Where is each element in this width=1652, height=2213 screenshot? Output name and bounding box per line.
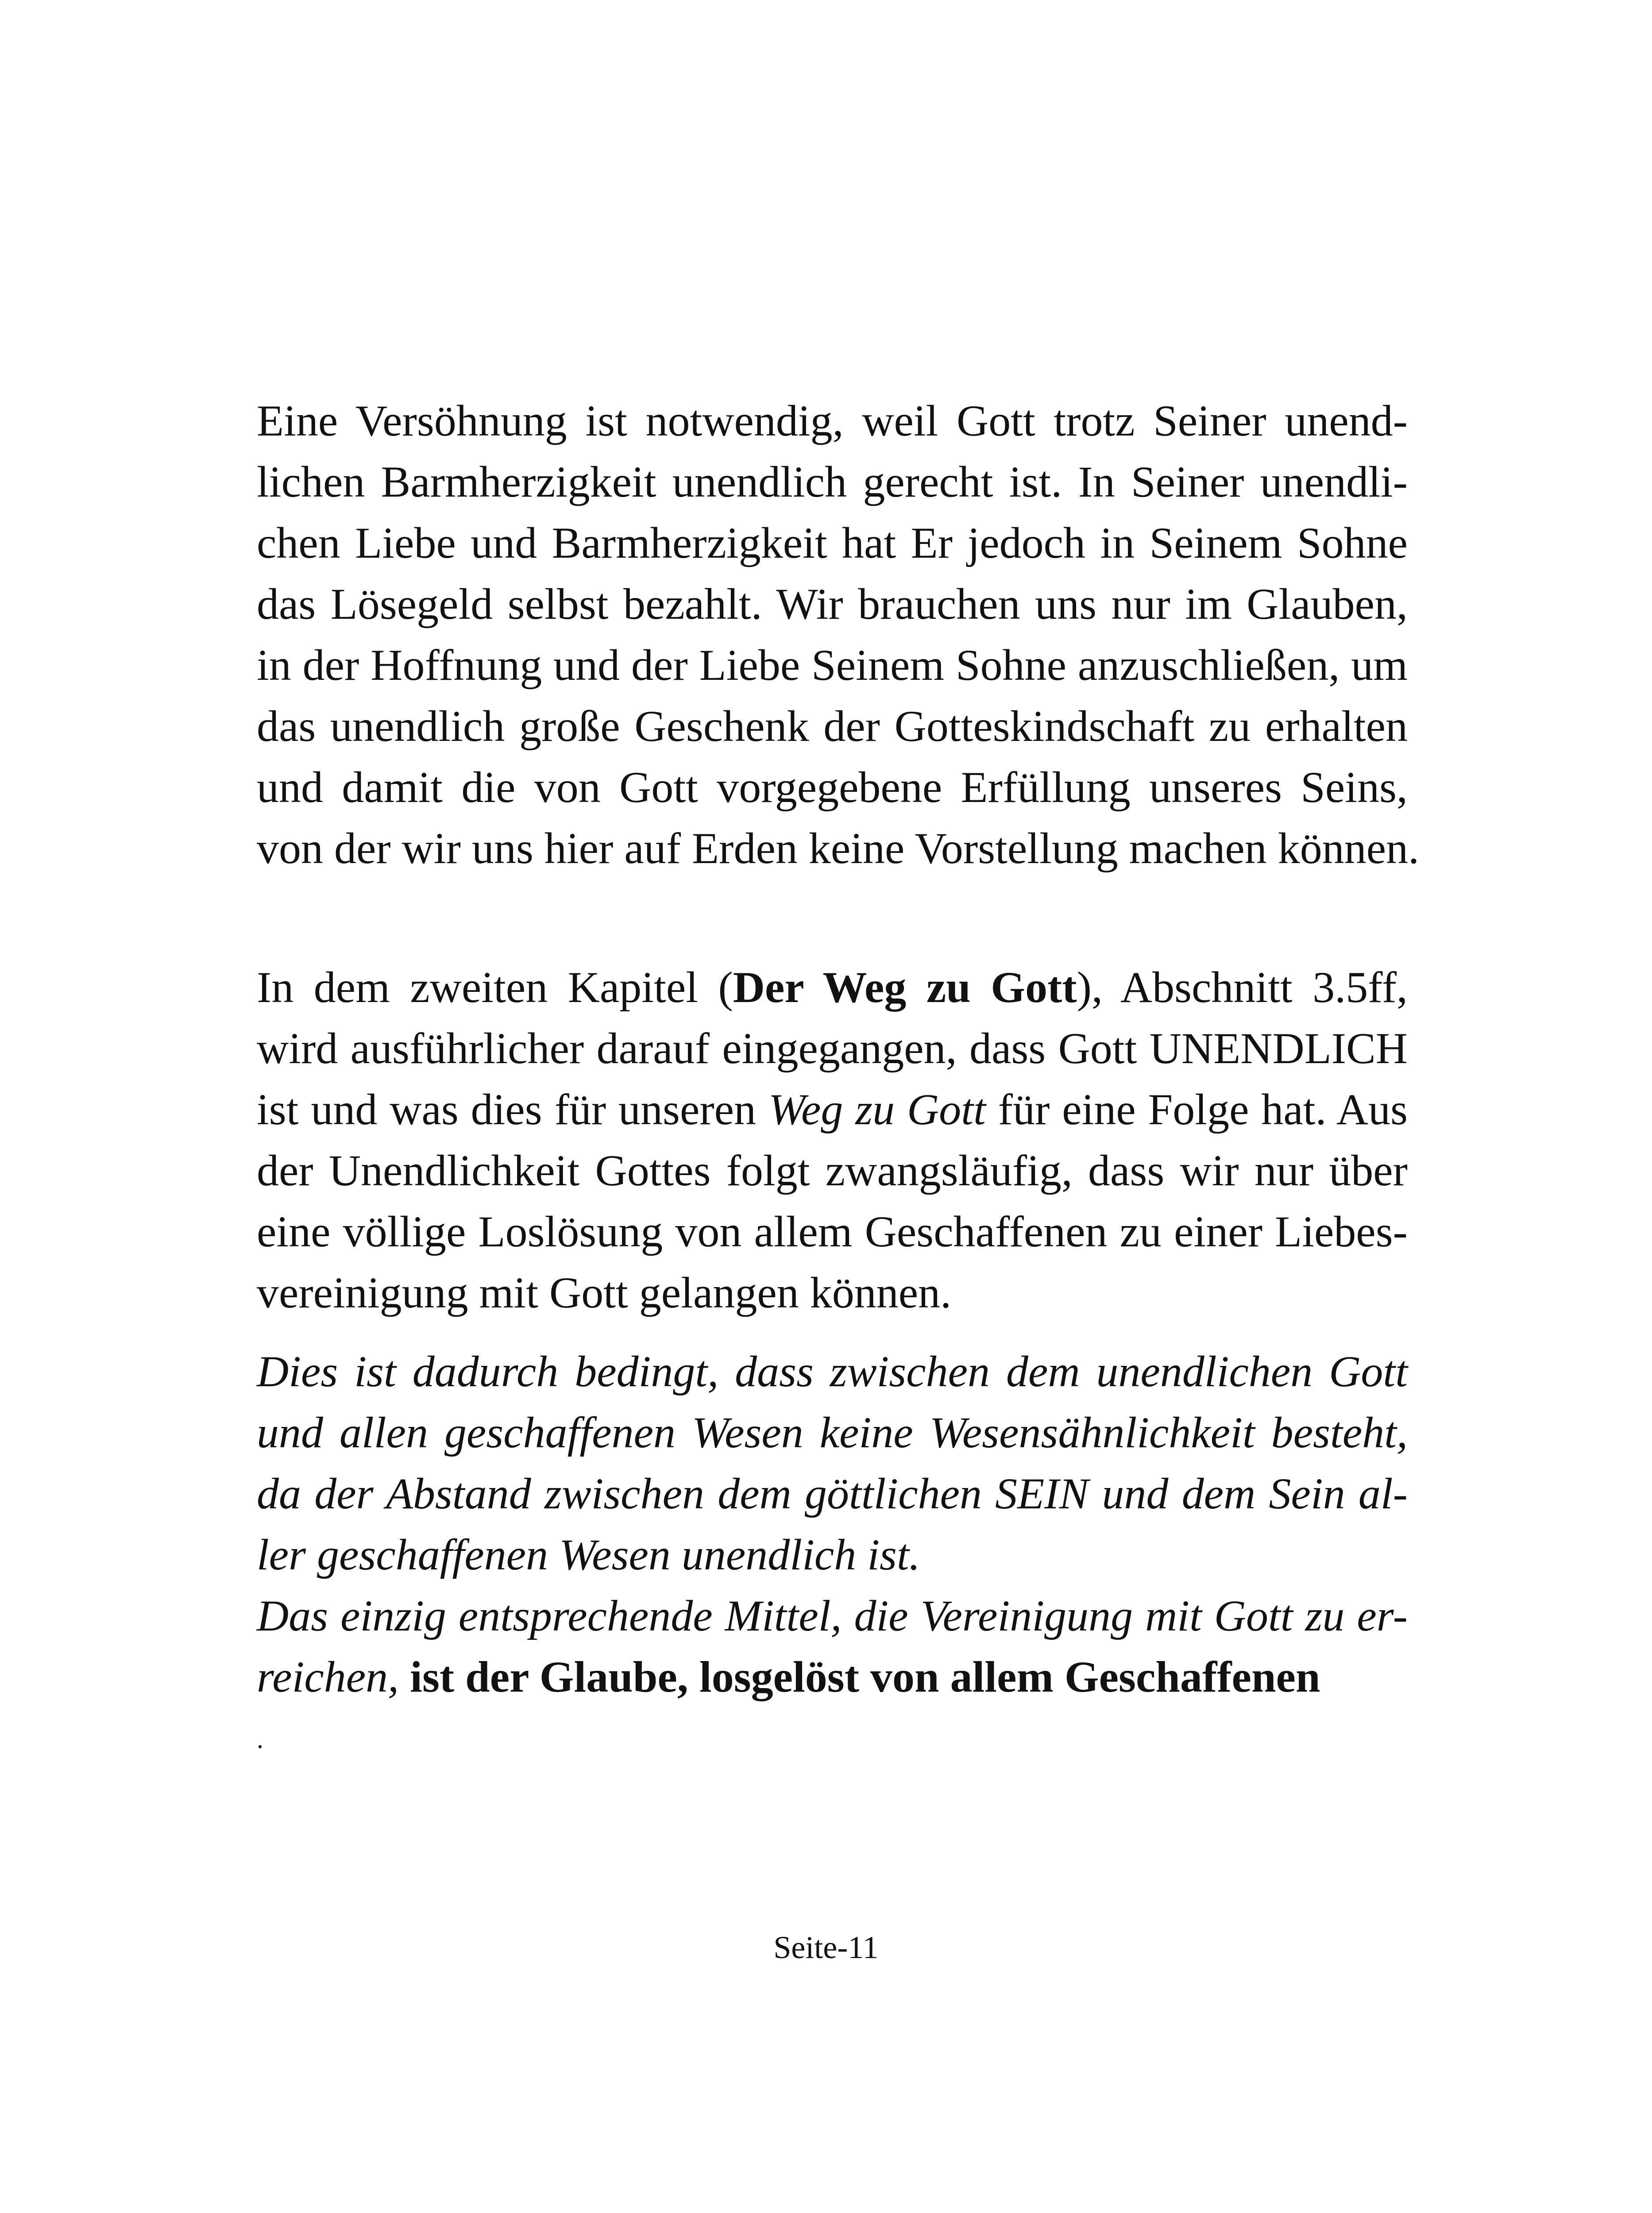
text-line: lichen Barmherzigkeit unendlich gerecht ist. In Seiner unendli-	[257, 457, 1408, 506]
text-line: Eine Versöhnung ist notwendig, weil Gott trotz Seiner unend-	[257, 396, 1408, 445]
text-line: und damit die von Gott vorgegebene Erfüllung unseres Seins,	[257, 763, 1408, 812]
italic-phrase: reichen,	[257, 1652, 399, 1701]
text-line: das unendlich große Geschenk der Gotteskindschaft zu erhalten	[257, 702, 1408, 751]
text-line	[257, 1646, 1408, 1708]
text-segment: für eine Folge hat. Aus	[985, 1085, 1408, 1134]
trailing-dot	[257, 1708, 1408, 1770]
paragraph-atonement	[257, 390, 1420, 879]
italic-line: ler geschaffenen Wesen unendlich ist.	[257, 1530, 920, 1579]
text-line: eine völlige Loslösung von allem Geschaffenen zu einer Liebes-	[257, 1207, 1408, 1256]
text-line	[257, 1079, 1408, 1140]
chapter-title-bold: Der Weg zu Gott	[733, 963, 1077, 1012]
text-segment: ist und was dies für unseren	[257, 1085, 768, 1134]
text-line: das Lösegeld selbst bezahlt. Wir brauchen uns nur im Glauben,	[257, 579, 1408, 628]
italic-line: und allen geschaffenen Wesen keine Wesensähnlichkeit besteht,	[257, 1408, 1408, 1457]
italic-line: Das einzig entsprechende Mittel, die Vereinigung mit Gott zu er-	[257, 1591, 1408, 1640]
page-number: Seite-11	[773, 1930, 879, 1965]
text-segment: In dem zweiten Kapitel (	[257, 963, 733, 1012]
paragraph-chapter-reference	[257, 957, 1408, 1323]
italic-line: da der Abstand zwischen dem göttlichen SEIN und dem Sein al-	[257, 1469, 1408, 1518]
text-line: chen Liebe und Barmherzigkeit hat Er jedoch in Seinem Sohne	[257, 518, 1408, 567]
italic-line: Dies ist dadurch bedingt, dass zwischen dem unendlichen Gott	[257, 1347, 1408, 1396]
dot-text: .	[257, 1724, 263, 1754]
text-line: von der wir uns hier auf Erden keine Vorstellung machen können.	[257, 824, 1420, 873]
text-segment: ), Abschnitt 3.5ff,	[1077, 963, 1408, 1012]
text-line: vereinigung mit Gott gelangen können.	[257, 1268, 952, 1317]
italic-phrase: Weg zu Gott	[768, 1085, 986, 1134]
text-line: in der Hoffnung und der Liebe Seinem Sohne anzuschließen, um	[257, 640, 1408, 690]
text-line	[257, 957, 1408, 1018]
paragraph-italic-explanation	[257, 1341, 1408, 1708]
bold-conclusion: ist der Glaube, losgelöst von allem Geschaffenen	[399, 1652, 1320, 1701]
text-line: wird ausführlicher darauf eingegangen, dass Gott UNENDLICH	[257, 1024, 1408, 1073]
text-line: der Unendlichkeit Gottes folgt zwangsläufig, dass wir nur über	[257, 1146, 1408, 1195]
